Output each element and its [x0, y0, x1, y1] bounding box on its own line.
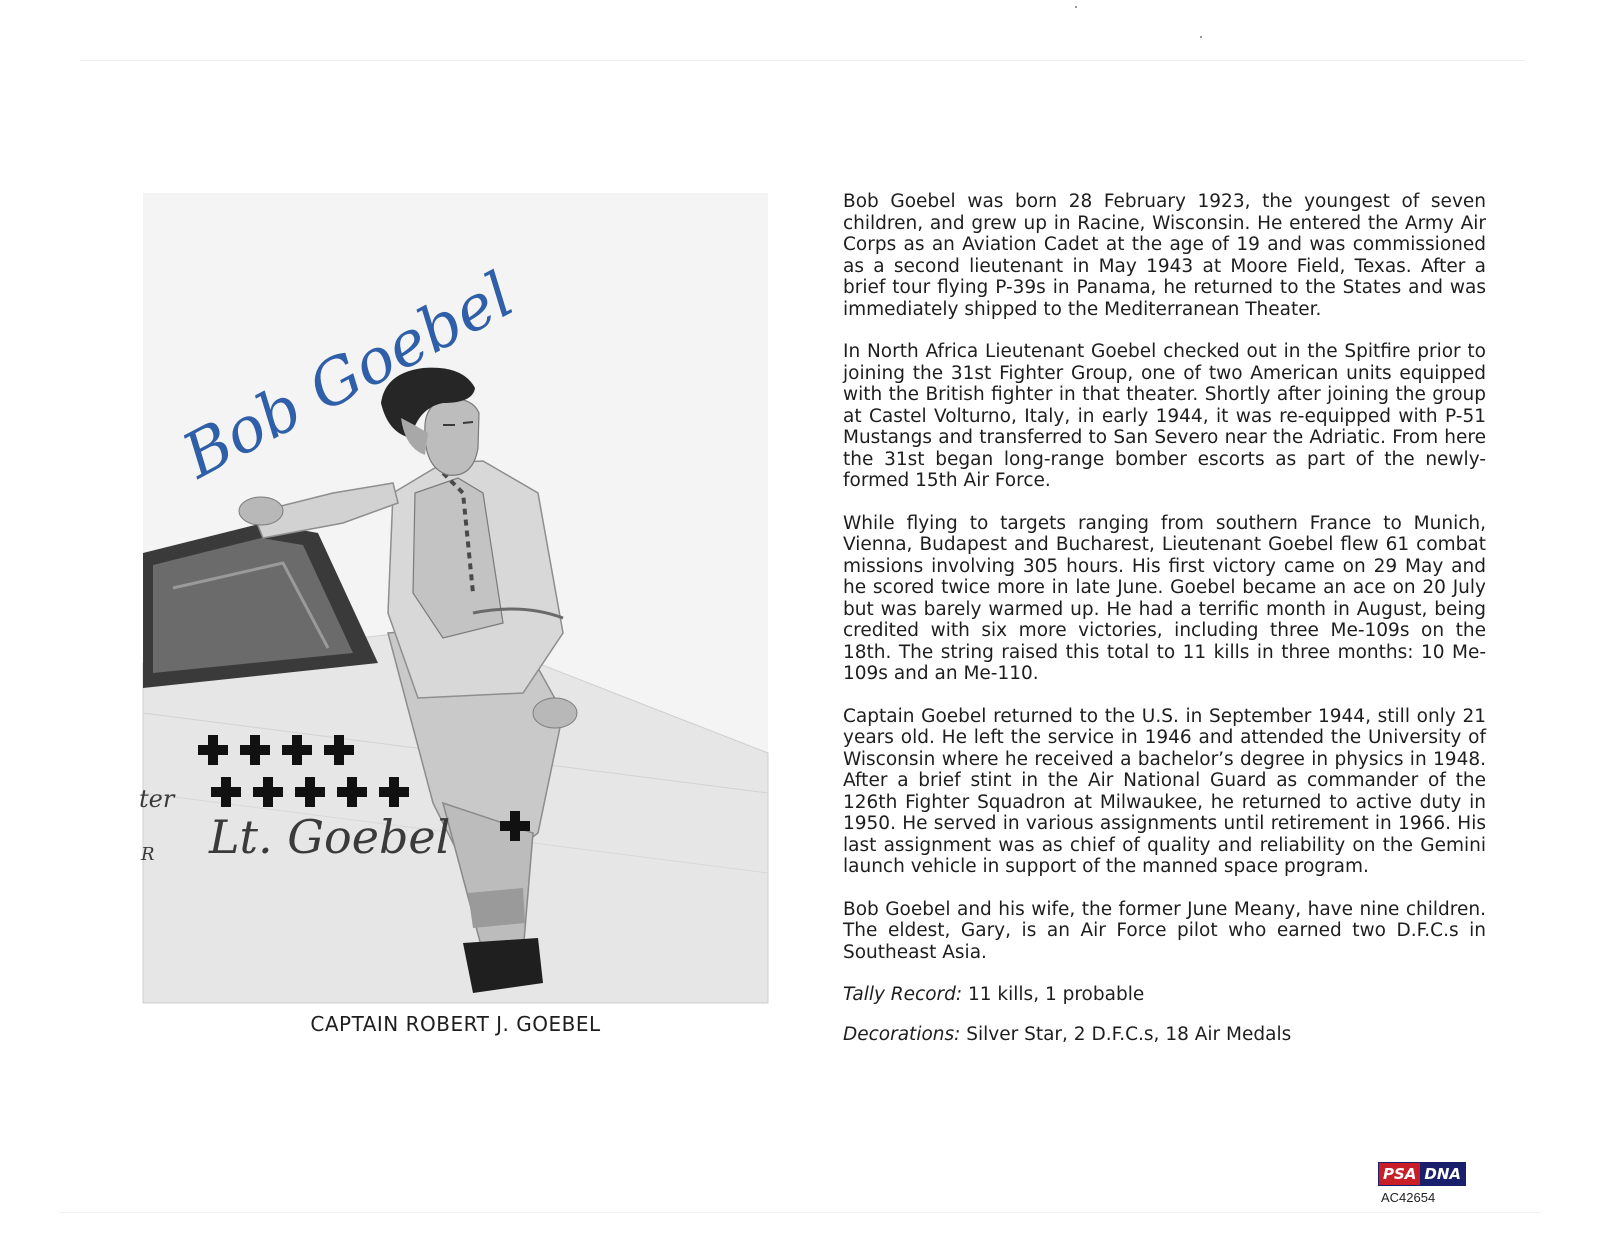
decorations-label: Decorations: — [843, 1024, 961, 1045]
scan-speck — [1075, 6, 1077, 8]
bio-paragraph: In North Africa Lieutenant Goebel checked out in the Spitfire prior to joining the 31st Fighter Group, one of two American units equipped with the British fighter in that theater. Shortly after joining the group at Castel Volturno, Italy, in early 1944, it was re-equipped with P-51 Mustangs and transferred to San Severo near the Adriatic. From here the 31st began long-range bomber escorts as part of the newly-formed 15th Air Force. — [843, 341, 1486, 491]
authentication-logo — [1378, 1162, 1466, 1186]
nose-art-partial-text: R — [141, 844, 155, 865]
decorations-value: Silver Star, 2 D.F.C.s, 18 Air Medals — [960, 1024, 1292, 1045]
authentication-logo-part-b: DNA — [1420, 1163, 1465, 1185]
page-bottom-edge — [60, 1212, 1540, 1213]
nose-art-name: Lt. Goebel — [209, 810, 451, 864]
photo-caption: CAPTAIN ROBERT J. GOEBEL — [310, 1012, 601, 1036]
signature-text: Bob Goebel — [170, 257, 525, 493]
autograph-signature — [143, 193, 768, 1003]
tally-record-value: 11 kills, 1 probable — [962, 984, 1145, 1005]
nose-art-partial-text: ter — [139, 785, 175, 813]
tally-record — [843, 984, 1486, 1006]
decorations — [843, 1024, 1486, 1046]
pilot-photograph — [139, 193, 768, 1003]
bio-paragraph: Bob Goebel was born 28 February 1923, the youngest of seven children, and grew up in Racine, Wisconsin. He entered the Army Air Corps as an Aviation Cadet at the age of 19 and was commissioned as a second lieutenant in May 1943 at Moore Field, Texas. After a brief tour flying P-39s in Panama, he returned to the States and was immediately shipped to the Mediterranean Theater. — [843, 191, 1486, 320]
biography-text — [843, 191, 1486, 1064]
authentication-logo-part-a: PSA — [1379, 1163, 1420, 1185]
certificate-number: AC42654 — [1381, 1190, 1436, 1205]
bio-paragraph: While flying to targets ranging from southern France to Munich, Vienna, Budapest and Bucharest, Lieutenant Goebel flew 61 combat missions involving 305 hours. His first victory came on 29 May and he scored twice more in late June. Goebel became an ace on 20 July but was barely warmed up. He had a terrific month in August, being credited with six more victories, including three Me-109s on the 18th. The string raised this total to 11 kills in three months: 10 Me-109s and an Me-110. — [843, 512, 1486, 684]
page-top-edge — [80, 60, 1525, 61]
tally-record-label: Tally Record: — [843, 984, 963, 1005]
scan-speck — [1200, 36, 1202, 38]
bio-paragraph: Bob Goebel and his wife, the former June Meany, have nine children. The eldest, Gary, is an Air Force pilot who earned two D.F.C.s in Southeast Asia. — [843, 898, 1486, 963]
bio-paragraph: Captain Goebel returned to the U.S. in September 1944, still only 21 years old. He left the service in 1946 and attended the University of Wisconsin where he received a bachelor’s degree in physics in 1948. After a brief stint in the Air National Guard as commander of the 126th Fighter Squadron at Milwaukee, he returned to active duty in 1950. He served in various assignments until retirement in 1966. His last assignment was as chief of quality and reliability on the Gemini launch vehicle in support of the manned space program. — [843, 705, 1486, 877]
